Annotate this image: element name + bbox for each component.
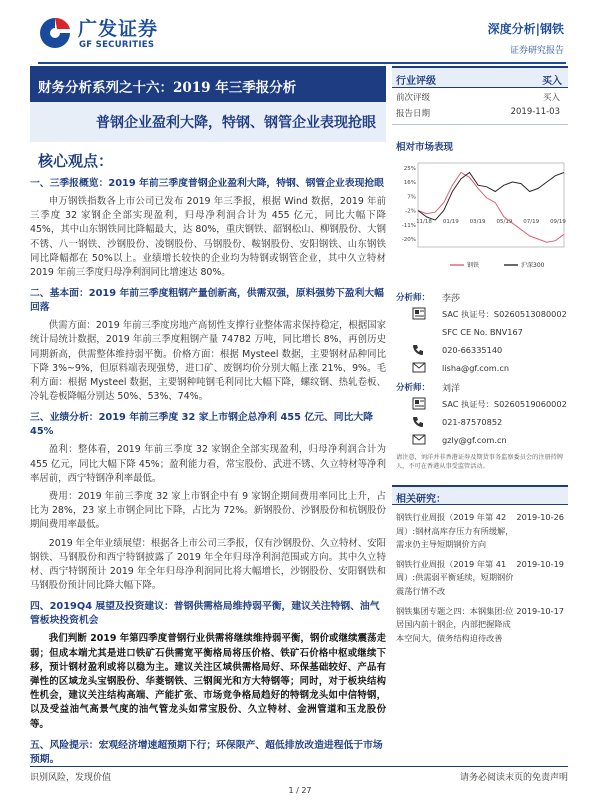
- analyst-row: [392, 287, 568, 305]
- paragraph: 2019 年全年业绩展望：根据各上市公司三季报，仅有沙钢股份、久立特材、安阳钢铁、马钢股份和西宁特钢披露了 2019 年全年归母净利润范围或方向。其中久立特材、西宁特钢预计 2019 年全年归母净利润同比将大幅增长，沙钢股份、安阳钢铁和马钢股份预计同比降大幅下降。: [30, 537, 386, 592]
- analyst-email-row: [392, 431, 568, 449]
- analyst-disclaimer: 请注意，刘洋并非香港证券及期货事务监察委员会的注册持牌人，不可在香港从事受监管活动。: [396, 454, 564, 470]
- y-tick-label: 25%: [403, 165, 416, 172]
- analyst-name: 刘洋: [442, 384, 461, 394]
- y-tick-label: -2%: [405, 208, 416, 215]
- gf-logo: [38, 14, 198, 54]
- report-date-row: [392, 104, 568, 120]
- legend-label: 沪深300: [521, 262, 545, 269]
- analyst-section: [392, 287, 568, 471]
- section-heading: 三、业绩分析：2019 年前三季度 32 家上市钢企总净利 455 亿元、同比大降 45%: [30, 412, 373, 438]
- rating-label: 行业评级: [396, 76, 436, 87]
- related-item[interactable]: [392, 552, 568, 599]
- related-research-bar: [392, 485, 568, 505]
- core-view-body: [30, 170, 386, 767]
- sidebar: [392, 66, 568, 645]
- phone-icon: [412, 343, 426, 356]
- mail-icon: [412, 361, 426, 374]
- y-tick-label: -11%: [401, 222, 416, 229]
- paragraph: 盈利：整体看，2019 年前三季度 32 家钢企全部实现盈利，归母净利润合计为 455 亿元，同比大幅下降 45%；盈利能力看，常宝股份、武进不锈、久立特材等净利率居前，西宁特钢净利率最低。: [30, 444, 386, 484]
- analyst-sac: SAC 执证号：S0260513080002: [442, 309, 567, 319]
- section-heading: 五、风险提示：宏观经济增速超预期下行；环保限产、超低排放改造进程低于市场预期。: [30, 739, 383, 765]
- analyst-sac-row: [392, 395, 568, 413]
- paragraph: 申万钢铁指数各上市公司已发布 2019 年三季报，根据 Wind 数据，2019 年前三季度 32 家钢企全部实现盈利，归母净利润合计为 455 亿元，同比大幅下降 45%，其中山东钢铁同比降幅最大，达 80%，重庆钢铁、韶钢松山、柳钢股份、大钢不锈、八一钢铁、沙钢股份、凌钢股份、马钢股份、鞍钢股份、安阳钢铁、山东钢铁同比降幅都在 50%以上。业绩增长较快的企业均为特钢或钢管企业，其中久立特材 2019 年前三季度归母净利润同比增速达 80%。: [30, 196, 386, 279]
- analyst-label: 分析师：: [396, 293, 431, 303]
- report-date-value: 2019-11-03: [510, 107, 560, 117]
- section-heading: 一、三季报概览：2019 年前三季度普钢企业盈利大降，特钢、钢管企业表现抢眼: [30, 178, 384, 189]
- related-item-date: 2019-10-17: [516, 605, 564, 616]
- chart-frame: [418, 163, 564, 247]
- analyst-sac-row: [392, 305, 568, 323]
- id-card-icon: [412, 397, 426, 410]
- header-divider: [38, 62, 566, 64]
- x-tick-label: 05/19: [496, 219, 513, 225]
- y-tick-label: -20%: [401, 237, 416, 244]
- related-item-date: 2019-10-26: [516, 512, 564, 522]
- related-item[interactable]: [392, 505, 568, 552]
- analyst-sfc: SFC CE No. BNV167: [442, 327, 523, 337]
- page-number: 1 / 27: [288, 786, 312, 795]
- x-tick-label: 07/19: [523, 219, 540, 225]
- rating-bar: [392, 66, 568, 88]
- report-title: 财务分析系列之十六：2019 年三季报分析: [38, 80, 297, 96]
- report-subtitle: 普钢企业盈利大降，特钢、钢管企业表现抢眼: [96, 115, 376, 131]
- x-tick-label: 03/19: [469, 219, 486, 225]
- gf-logo-icon: [38, 16, 72, 50]
- related-item-title[interactable]: 钢铁行业周报（2019 年第 42 周）:钢材高库存压力有所缓解，需求仍主导短期钢价方向: [396, 512, 514, 550]
- footer-disclaimer: 请务必阅读末页的免责声明: [459, 773, 568, 783]
- analyst-phone: 020-66335140: [442, 345, 503, 355]
- report-header: [0, 0, 600, 64]
- section-heading: 四、2019Q4 展望及投资建议：普钢供需格局维持弱平衡，建议关注特钢、油气管板块投资机会: [30, 601, 380, 627]
- mail-icon: [412, 433, 426, 446]
- analyst-name: 李莎: [442, 294, 461, 304]
- analyst-email-row: [392, 359, 568, 377]
- related-item-date: 2019-10-19: [516, 558, 564, 569]
- paragraph: 我们判断 2019 年第四季度普钢行业供需将继续维持弱平衡，钢价或继续震荡走弱；但成本端尤其是进口铁矿石供需宽平衡格局将压价格、铁矿石价格中枢或继续下移，预计钢材盈利或将以稳为主。建议关注区域供需格局好、环保基础较好、产品有弹性的区域龙头宝钢股份、华菱钢铁、三钢闽光和方大特钢等；同时，对于板块结构性机会，建议关注结构高端、产能扩张、市场竞争格局趋好的特钢龙头如中信特钢，以及受益油气高景气度的油气管龙头如常宝股份、久立特材、金洲管道和玉龙股份等。: [30, 633, 386, 730]
- id-card-icon: [412, 307, 426, 320]
- analyst-row: [392, 377, 568, 395]
- brand-name-en: GF SECURITIES: [79, 40, 155, 50]
- prev-rating-value: 买入: [542, 93, 560, 103]
- x-tick-label: 01/19: [442, 219, 459, 225]
- analyst-email[interactable]: lisha@gf.com.cn: [442, 363, 510, 373]
- report-date-label: 报告日期: [396, 109, 431, 119]
- prev-rating-label: 前次评级: [396, 93, 431, 103]
- related-research-title: 相关研究：: [396, 494, 446, 505]
- analyst-phone-row: [392, 413, 568, 431]
- paragraph: 费用：2019 年前三季度 32 家上市钢企中有 9 家钢企期间费用率同比上升，占比为 28%，23 家上市钢企同比下降，占比为 72%。新钢股份、沙钢股份和杭钢股份期间费用率最低。: [30, 491, 386, 531]
- paragraph: 供需方面：2019 年前三季度房地产高韧性支撑行业整体需求保持稳定，根据国家统计局统计数据，2019 年前三季度粗钢产量 74782 万吨，同比增长 8%，再创历史同期新高，供需整体维持弱平衡。价格方面：根据 Mysteel 数据，主要钢材品种同比下降 3%~9%，但原料端表现强势，进口矿、废钢均价分别大幅上涨 21%、9%。毛利方面：根据 Mysteel 数据，主要钢种吨钢毛利同比大幅下降，螺纹钢、热轧卷板、冷轧卷板降幅分别达 50%、53%、74%。: [30, 320, 386, 403]
- related-item-title[interactable]: 钢铁集团专题之四：本钢集团:位居国内前十钢企，内部把握降成本空间大，债务结构迫待改善: [396, 605, 514, 643]
- y-tick-label: 16%: [403, 180, 416, 187]
- series-line-2: [418, 173, 564, 221]
- series-line-1: [418, 173, 564, 243]
- report-subtype: 证券研究报告: [509, 46, 564, 56]
- analyst-label: 分析师：: [396, 383, 431, 393]
- subtitle-strip: [30, 102, 386, 142]
- footer-slogan: 识别风险，发现价值: [30, 773, 112, 783]
- prev-rating-row: [392, 88, 568, 104]
- market-chart-heading: 相对市场表现: [396, 142, 454, 153]
- y-tick-label: 7%: [407, 194, 416, 201]
- phone-icon: [412, 415, 426, 428]
- report-type-block: [488, 20, 564, 56]
- market-performance-chart: [392, 157, 568, 275]
- analyst-phone: 021-87570852: [442, 417, 503, 427]
- brand-name-cn: 广发证券: [78, 18, 159, 40]
- divider: [392, 124, 568, 125]
- related-item[interactable]: [392, 599, 568, 646]
- legend-label: 钢铁: [467, 262, 480, 269]
- report-type: 深度分析|钢铁: [487, 22, 564, 36]
- analyst-phone-row: [392, 341, 568, 359]
- related-item-title[interactable]: 钢铁行业周报（2019 年第 41 周）:供需弱平衡延续，短期钢价震荡行情不改: [396, 558, 514, 596]
- section-heading: 二、基本面：2019 年前三季度粗钢产量创新高，供需双强，原料强势下盈利大幅回落: [30, 288, 384, 314]
- x-tick-label: 09/19: [550, 219, 566, 225]
- analyst-email[interactable]: gzly@gf.com.cn: [442, 435, 507, 445]
- analyst-sfc-row: [392, 323, 568, 341]
- rating-value: 买入: [542, 76, 562, 87]
- analyst-sac: SAC 执证号：S0260519060002: [442, 399, 567, 409]
- core-view-heading: 核心观点：: [38, 152, 114, 170]
- title-band: [30, 66, 386, 142]
- footer-divider: [30, 766, 568, 767]
- x-tick-label: 11/18: [416, 219, 432, 225]
